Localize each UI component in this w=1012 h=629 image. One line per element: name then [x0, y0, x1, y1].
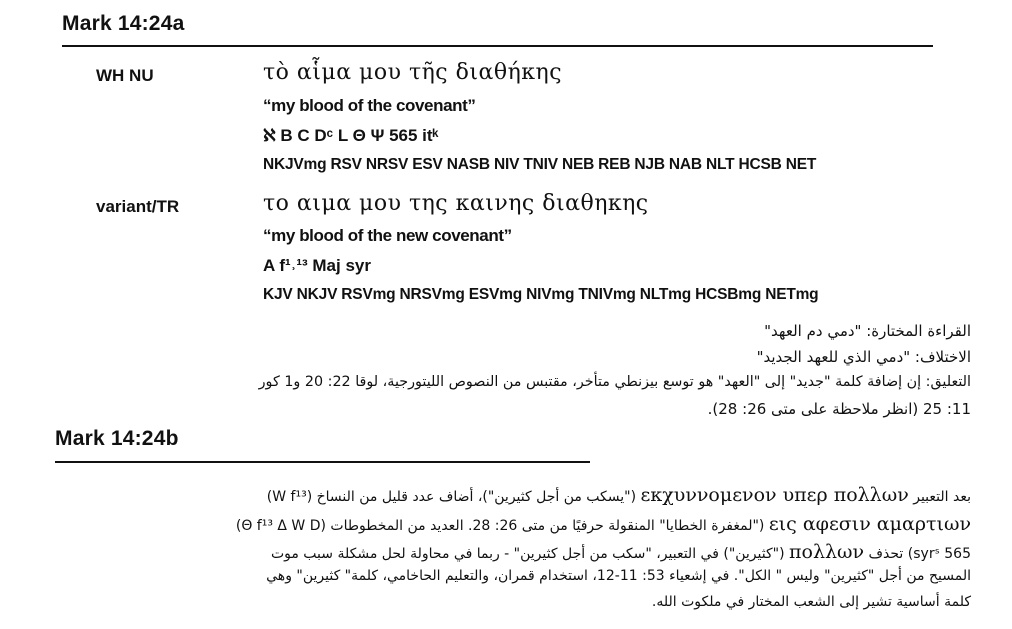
- section-heading-a: Mark 14:24a: [62, 12, 185, 35]
- arabic-variant-reading: الاختلاف: "دمي الذي للعهد الجديد": [756, 348, 971, 366]
- manuscripts-reading2: A f¹˒¹³ Maj syr: [263, 256, 371, 275]
- arabic-paragraph-line2: [236, 513, 971, 535]
- greek-inline-text: πολλων: [789, 541, 865, 563]
- arabic-commentary-line1: التعليق: إن إضافة كلمة "جديد" إلى "العهد" هو توسع بيزنطي متأخر، مقتبس من النصوص الليتورجية، لوقا 22: 20 و1 كور: [258, 374, 971, 390]
- arabic-paragraph-line3: [271, 541, 971, 563]
- arabic-paragraph-line5: كلمة أساسية تشير إلى الشعب المختار في ملكوت الله.: [651, 594, 971, 610]
- manuscripts-reading1: ℵ B C Dᶜ L Θ Ψ 565 itᵏ: [263, 126, 439, 145]
- gloss-reading1: “my blood of the covenant”: [263, 96, 476, 115]
- greek-text-reading2: το αιμα μου της καινης διαθηκης: [263, 191, 649, 216]
- greek-inline-text: εκχυννομενον υπερ πολλων: [640, 484, 909, 506]
- reading-label-variant: variant/TR: [96, 197, 180, 216]
- greek-inline-text: εις αφεσιν αμαρτιων: [768, 513, 971, 535]
- gloss-reading2: “my blood of the new covenant”: [263, 226, 512, 245]
- arabic-text: ("يسكب من أجل كثيرين")، أضاف عدد قليل من النساخ (W f¹³): [266, 489, 637, 505]
- versions-reading1: NKJVmg RSV NRSV ESV NASB NIV TNIV NEB REB NJB NAB NLT HCSB NET: [263, 156, 817, 173]
- section-heading-b: Mark 14:24b: [55, 427, 179, 450]
- arabic-text: ("كثيرين") في التعبير، "سكب من أجل كثيرين" - ربما في محاولة لحل مشكلة سبب موت: [270, 546, 785, 562]
- versions-reading2: KJV NKJV RSVmg NRSVmg ESVmg NIVmg TNIVmg NLTmg HCSBmg NETmg: [263, 286, 819, 303]
- greek-text-reading1: τὸ αἷμα μου τῆς διαθήκης: [263, 60, 563, 85]
- arabic-paragraph-line1: [267, 484, 971, 506]
- arabic-text: بعد التعبير: [913, 489, 971, 505]
- heading-rule-a: [62, 45, 933, 47]
- arabic-paragraph-line4: المسيح من أجل "كثيرين" وليس " الكل". في إشعياء 53: 11-12، استخدام قمران، والتعليم الحاخامي، كلمة" كثيرين" وهي: [266, 568, 971, 584]
- arabic-text: 565 syrˢ) تحذف: [868, 546, 971, 562]
- heading-rule-b: [55, 461, 590, 463]
- reading-label-wh-nu: WH NU: [96, 66, 154, 85]
- arabic-commentary-line2: 11: 25 (انظر ملاحظة على متى 26: 28).: [707, 400, 971, 418]
- arabic-preferred-reading: القراءة المختارة: "دمي دم العهد": [764, 322, 971, 340]
- arabic-text: ("لمغفرة الخطايا" المنقولة حرفيًا من متى 26: 28. العديد من المخطوطات (Θ f¹³ Δ W D): [235, 518, 765, 534]
